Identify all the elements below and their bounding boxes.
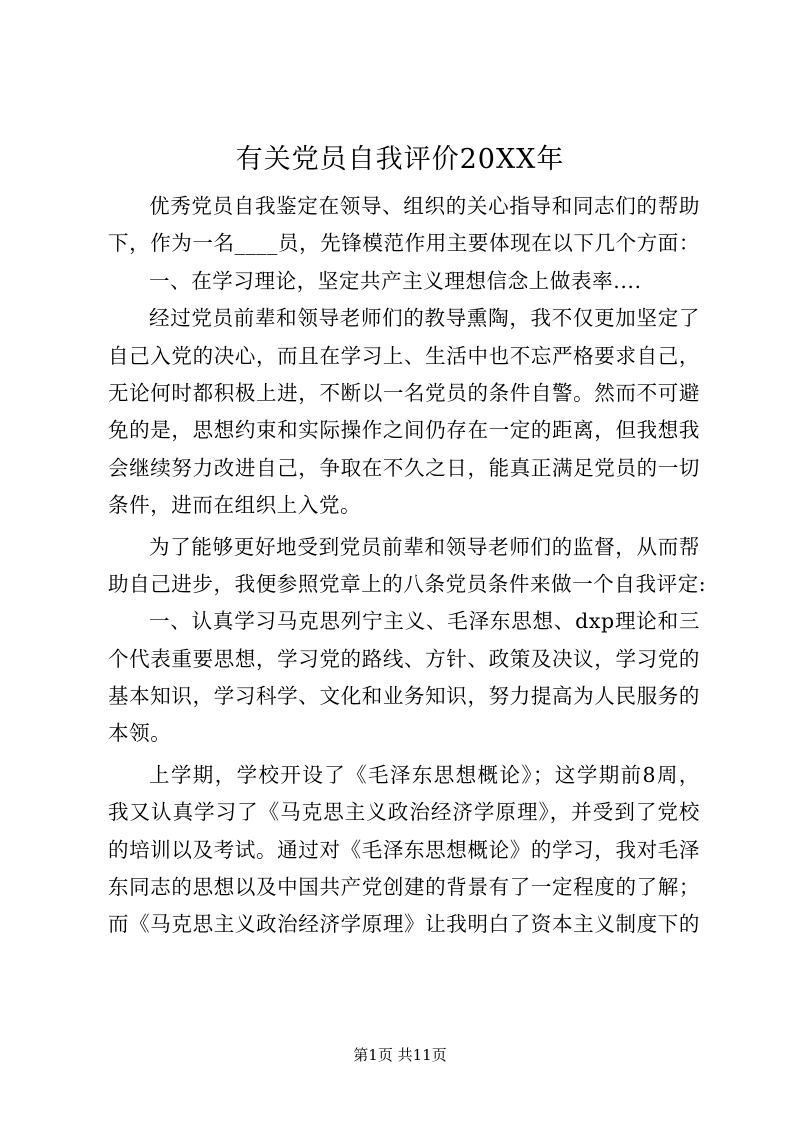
paragraph-line: 为了能够更好地受到党员前辈和领导老师们的监督，从而帮 <box>149 534 700 559</box>
paragraph-line: 会继续努力改进自己，争取在不久之日，能真正满足党员的一切 <box>108 455 700 480</box>
document-title: 有关党员自我评价20XX年 <box>235 144 565 175</box>
document-body <box>108 188 707 944</box>
paragraph-line: 上学期，学校开设了《毛泽东思想概论》；这学期前8周， <box>149 762 700 787</box>
paragraph-line: 基本知识，学习科学、文化和业务知识，努力提高为人民服务的 <box>108 684 700 709</box>
paragraph-line: 助自己进步，我便参照党章上的八条党员条件来做一个自我评定: <box>108 571 707 596</box>
paragraph-line: 无论何时都积极上进，不断以一名党员的条件自警。然而不可避 <box>108 380 700 405</box>
page-footer: 第1页 共11页 <box>353 1046 447 1064</box>
paragraph-line: 免的是，思想约束和实际操作之间仍存在一定的距离，但我想我 <box>108 418 700 443</box>
paragraph-line: 优秀党员自我鉴定在领导、组织的关心指导和同志们的帮助 <box>149 194 700 218</box>
paragraph-line: 一、认真学习马克思列宁主义、毛泽东思想、dxp理论和三 <box>149 609 700 634</box>
paragraph-line: 本领。 <box>108 721 172 746</box>
paragraph-line: 一、在学习理论，坚定共产主义理想信念上做表率.... <box>149 268 642 293</box>
paragraph-line: 自己入党的决心，而且在学习上、生活中也不忘严格要求自己， <box>108 343 700 368</box>
paragraph-line: 条件，进而在组织上入党。 <box>108 493 362 518</box>
paragraph-line: 东同志的思想以及中国共产党创建的背景有了一定程度的了解； <box>108 875 700 900</box>
paragraph-line: 经过党员前辈和领导老师们的教导熏陶，我不仅更加坚定了 <box>149 306 700 331</box>
paragraph-line: 的培训以及考试。通过对《毛泽东思想概论》的学习，我对毛泽 <box>108 837 700 862</box>
paragraph-line: 下，作为一名____员，先锋模范作用主要体现在以下几个方面： <box>108 231 700 256</box>
paragraph-line: 个代表重要思想，学习党的路线、方针、政策及决议，学习党的 <box>108 646 700 671</box>
paragraph-line: 我又认真学习了《马克思主义政治经济学原理》，并受到了党校 <box>108 800 700 825</box>
paragraph-line: 而《马克思主义政治经济学原理》让我明白了资本主义制度下的 <box>108 912 700 937</box>
